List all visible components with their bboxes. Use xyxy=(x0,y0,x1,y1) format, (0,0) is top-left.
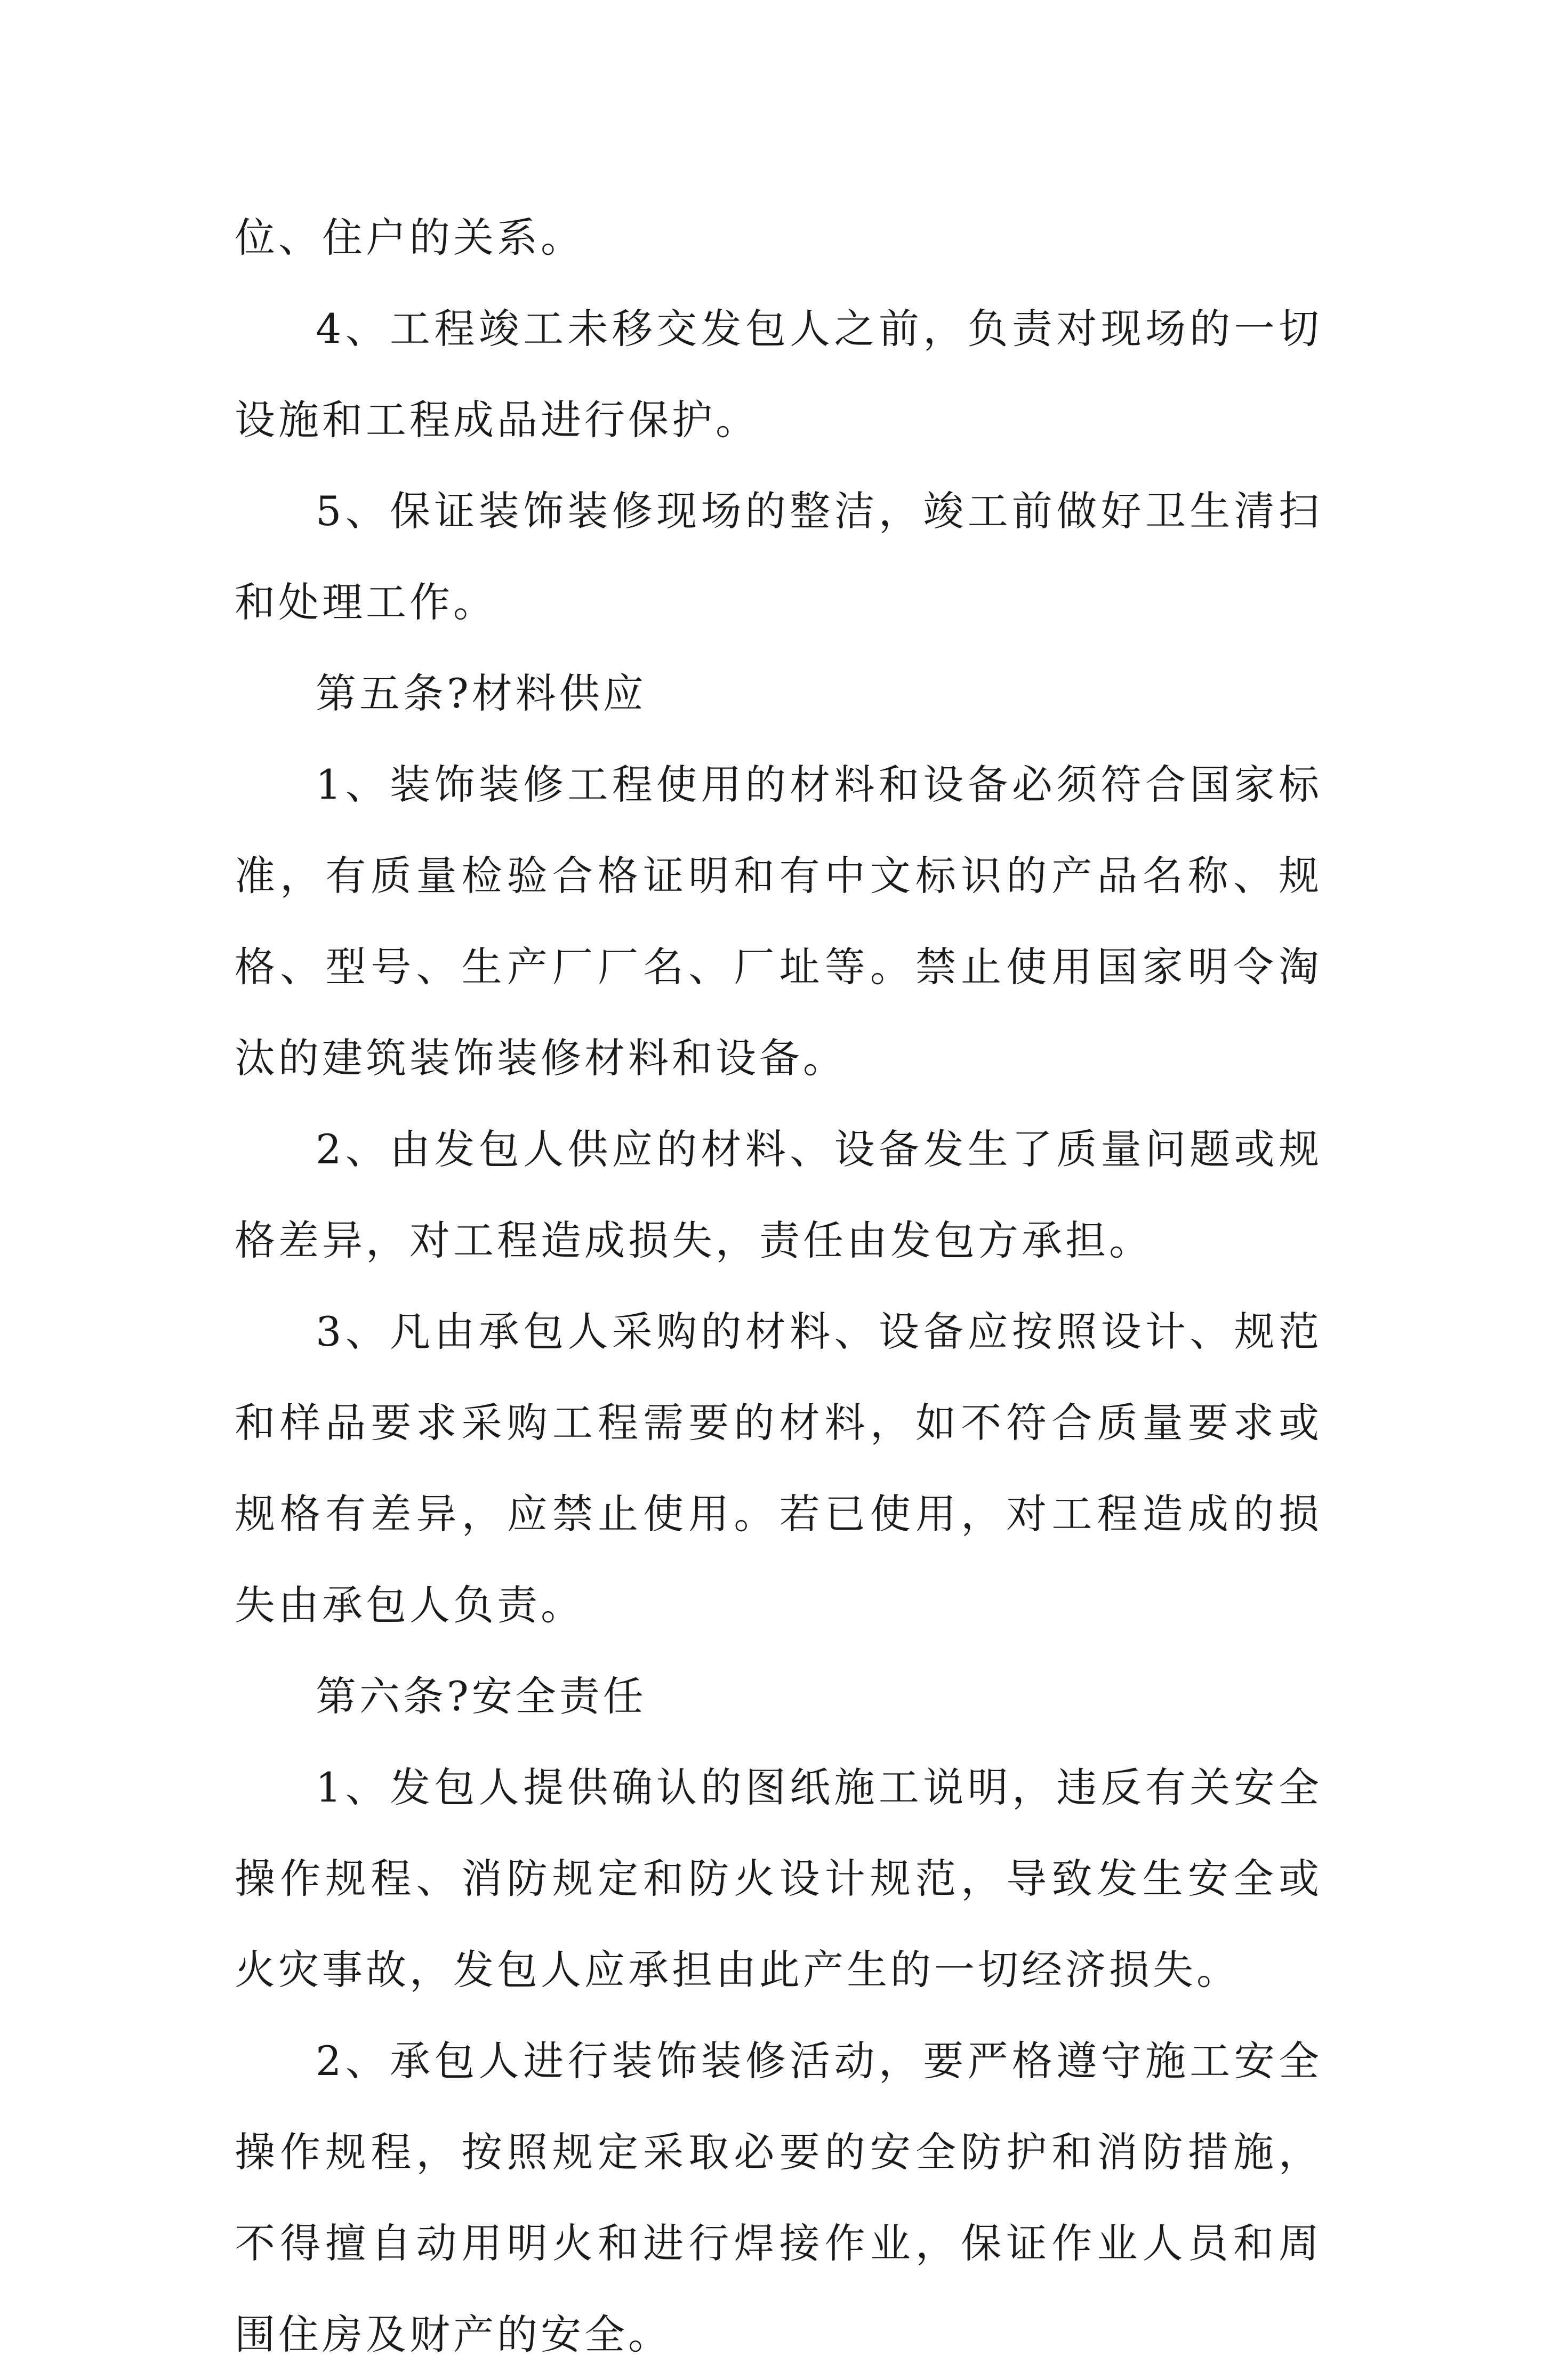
section-heading-article-6: 第六条?安全责任 xyxy=(316,1673,647,1720)
paragraph-clause-4: 4、工程竣工未移交发包人之前，负责对现场的一切设施和工程成品进行保护。 xyxy=(235,305,1322,444)
paragraph-materials-1: 1、装饰装修工程使用的材料和设备必须符合国家标准，有质量检验合格证明和有中文标识的产品名称、规格、型号、生产厂厂名、厂址等。禁止使用国家明令淘汰的建筑装饰装修材料和设备。 xyxy=(235,761,1322,1082)
paragraph-safety-1: 1、发包人提供确认的图纸施工说明，违反有关安全操作规程、消防规定和防火设计规范，导致发生安全或火灾事故，发包人应承担由此产生的一切经济损失。 xyxy=(235,1764,1322,1993)
document-body xyxy=(235,192,1322,2380)
paragraph-clause-5: 5、保证装饰装修现场的整洁，竣工前做好卫生清扫和处理工作。 xyxy=(235,487,1322,626)
section-heading-article-5: 第五条?材料供应 xyxy=(316,670,647,717)
paragraph-safety-2: 2、承包人进行装饰装修活动，要严格遵守施工安全操作规程，按照规定采取必要的安全防护和消防措施，不得擅自动用明火和进行焊接作业，保证作业人员和周围住房及财产的安全。 xyxy=(235,2037,1322,2358)
paragraph-materials-3: 3、凡由承包人采购的材料、设备应按照设计、规范和样品要求采购工程需要的材料，如不符合质量要求或规格有差异，应禁止使用。若已使用，对工程造成的损失由承包人负责。 xyxy=(235,1308,1322,1629)
paragraph-materials-2: 2、由发包人供应的材料、设备发生了质量问题或规格差异，对工程造成损失，责任由发包方承担。 xyxy=(235,1125,1322,1264)
paragraph-continuation: 位、住户的关系。 xyxy=(235,214,584,261)
